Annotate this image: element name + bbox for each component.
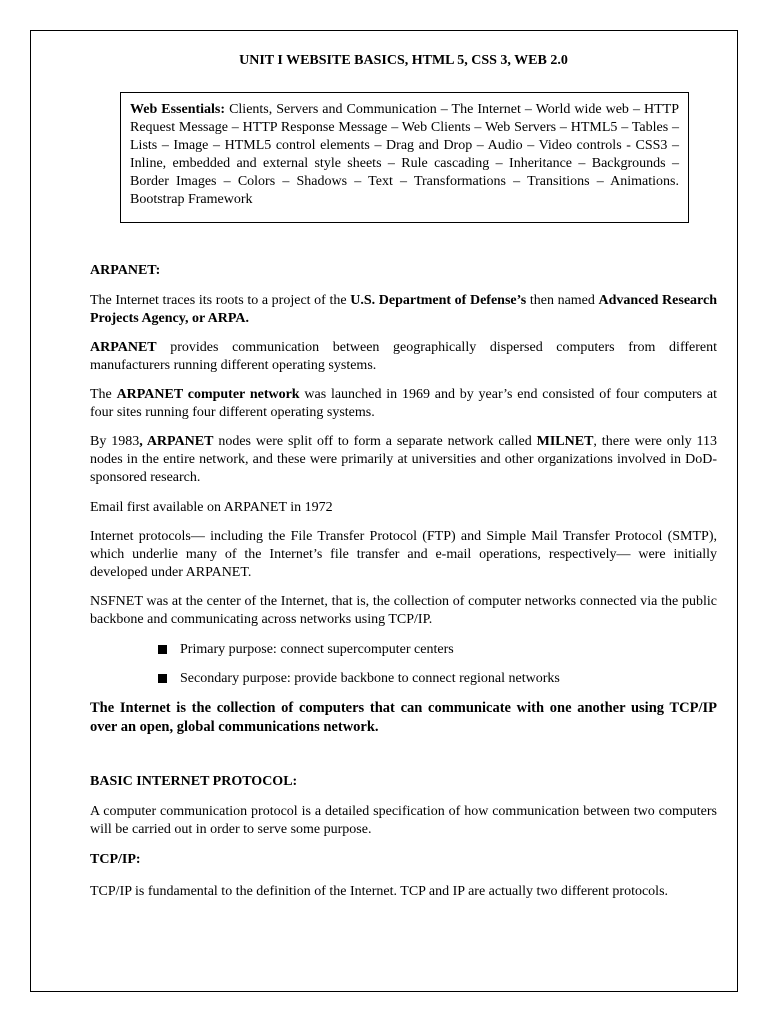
text-run: The Internet traces its roots to a project of the	[90, 293, 351, 308]
arpanet-heading: ARPANET:	[90, 263, 161, 278]
arpanet-paragraph-4	[90, 433, 717, 487]
document-content	[90, 52, 717, 901]
text-run: was launched in 1969 and by year’s end consisted of four computers at four sites running four different operating systems.	[90, 387, 717, 420]
list-item-text: Primary purpose: connect supercomputer centers	[180, 642, 454, 657]
nsfnet-purpose-list	[90, 641, 717, 688]
list-item-text: Secondary purpose: provide backbone to connect regional networks	[180, 671, 560, 686]
text-run: nodes were split off to form a separate network called	[213, 434, 537, 449]
bold-run: U.S. Department of Defense’s	[350, 293, 527, 308]
square-bullet-icon	[158, 645, 167, 654]
arpanet-paragraph-3	[90, 386, 717, 422]
arpanet-paragraph-1	[90, 292, 717, 328]
internet-definition-emphasis: The Internet is the collection of computers that can communicate with one another using TCP/IP over an open, global communications network.	[90, 700, 717, 735]
arpanet-paragraph-5: Email first available on ARPANET in 1972	[90, 500, 333, 515]
text-run: By 1983	[90, 434, 140, 449]
essentials-label: Web Essentials:	[130, 102, 226, 117]
arpanet-paragraph-2	[90, 339, 717, 375]
list-item	[158, 670, 717, 688]
tcpip-heading: TCP/IP:	[90, 852, 141, 867]
tcpip-paragraph-1: TCP/IP is fundamental to the definition of the Internet. TCP and IP are actually two different protocols.	[90, 884, 669, 899]
list-item	[158, 641, 717, 659]
essentials-text: Clients, Servers and Communication – The Internet – World wide web – HTTP Request Message – HTTP Response Message – Web Clients – Web Servers – HTML5 – Tables – Lists – Image – HTML5 control elements – Drag and Drop – Audio – Video controls - CSS3 – Inline, embedded and external style sheets – Rule cascading – Inheritance – Backgrounds – Border Images – Colors – Shadows – Text – Transformations – Transitions – Animations. Bootstrap Framework	[130, 102, 679, 207]
arpanet-paragraph-7: NSFNET was at the center of the Internet, that is, the collection of computer networks connected via the public backbone and communicating across networks using TCP/IP.	[90, 594, 717, 627]
text-run: provides communication between geographically dispersed computers from different manufacturers running different operating systems.	[90, 340, 717, 373]
bold-run: ARPANET	[90, 340, 157, 355]
bold-run: Advanced Research Projects Agency, or ARPA.	[90, 293, 718, 326]
web-essentials-box	[120, 92, 689, 223]
bold-run: ARPANET computer network	[116, 387, 300, 402]
text-run: then named	[526, 293, 599, 308]
square-bullet-icon	[158, 674, 167, 683]
text-run: The	[90, 387, 117, 402]
text-run: , there were only 113 nodes in the entire network, and these were primarily at universities and other organizations involved in DoD-sponsored research.	[90, 434, 717, 485]
unit-title: UNIT I WEBSITE BASICS, HTML 5, CSS 3, WEB 2.0	[239, 53, 568, 68]
bold-run: , ARPANET	[139, 434, 214, 449]
bold-run: MILNET	[536, 434, 594, 449]
basic-internet-protocol-heading: BASIC INTERNET PROTOCOL:	[90, 774, 298, 789]
protocol-paragraph-1: A computer communication protocol is a detailed specification of how communication between two computers will be carried out in order to serve some purpose.	[90, 804, 717, 837]
arpanet-paragraph-6: Internet protocols— including the File Transfer Protocol (FTP) and Simple Mail Transfer Protocol (SMTP), which underlie many of the Internet’s file transfer and e-mail operations, respectively— were initially developed under ARPANET.	[90, 529, 717, 580]
